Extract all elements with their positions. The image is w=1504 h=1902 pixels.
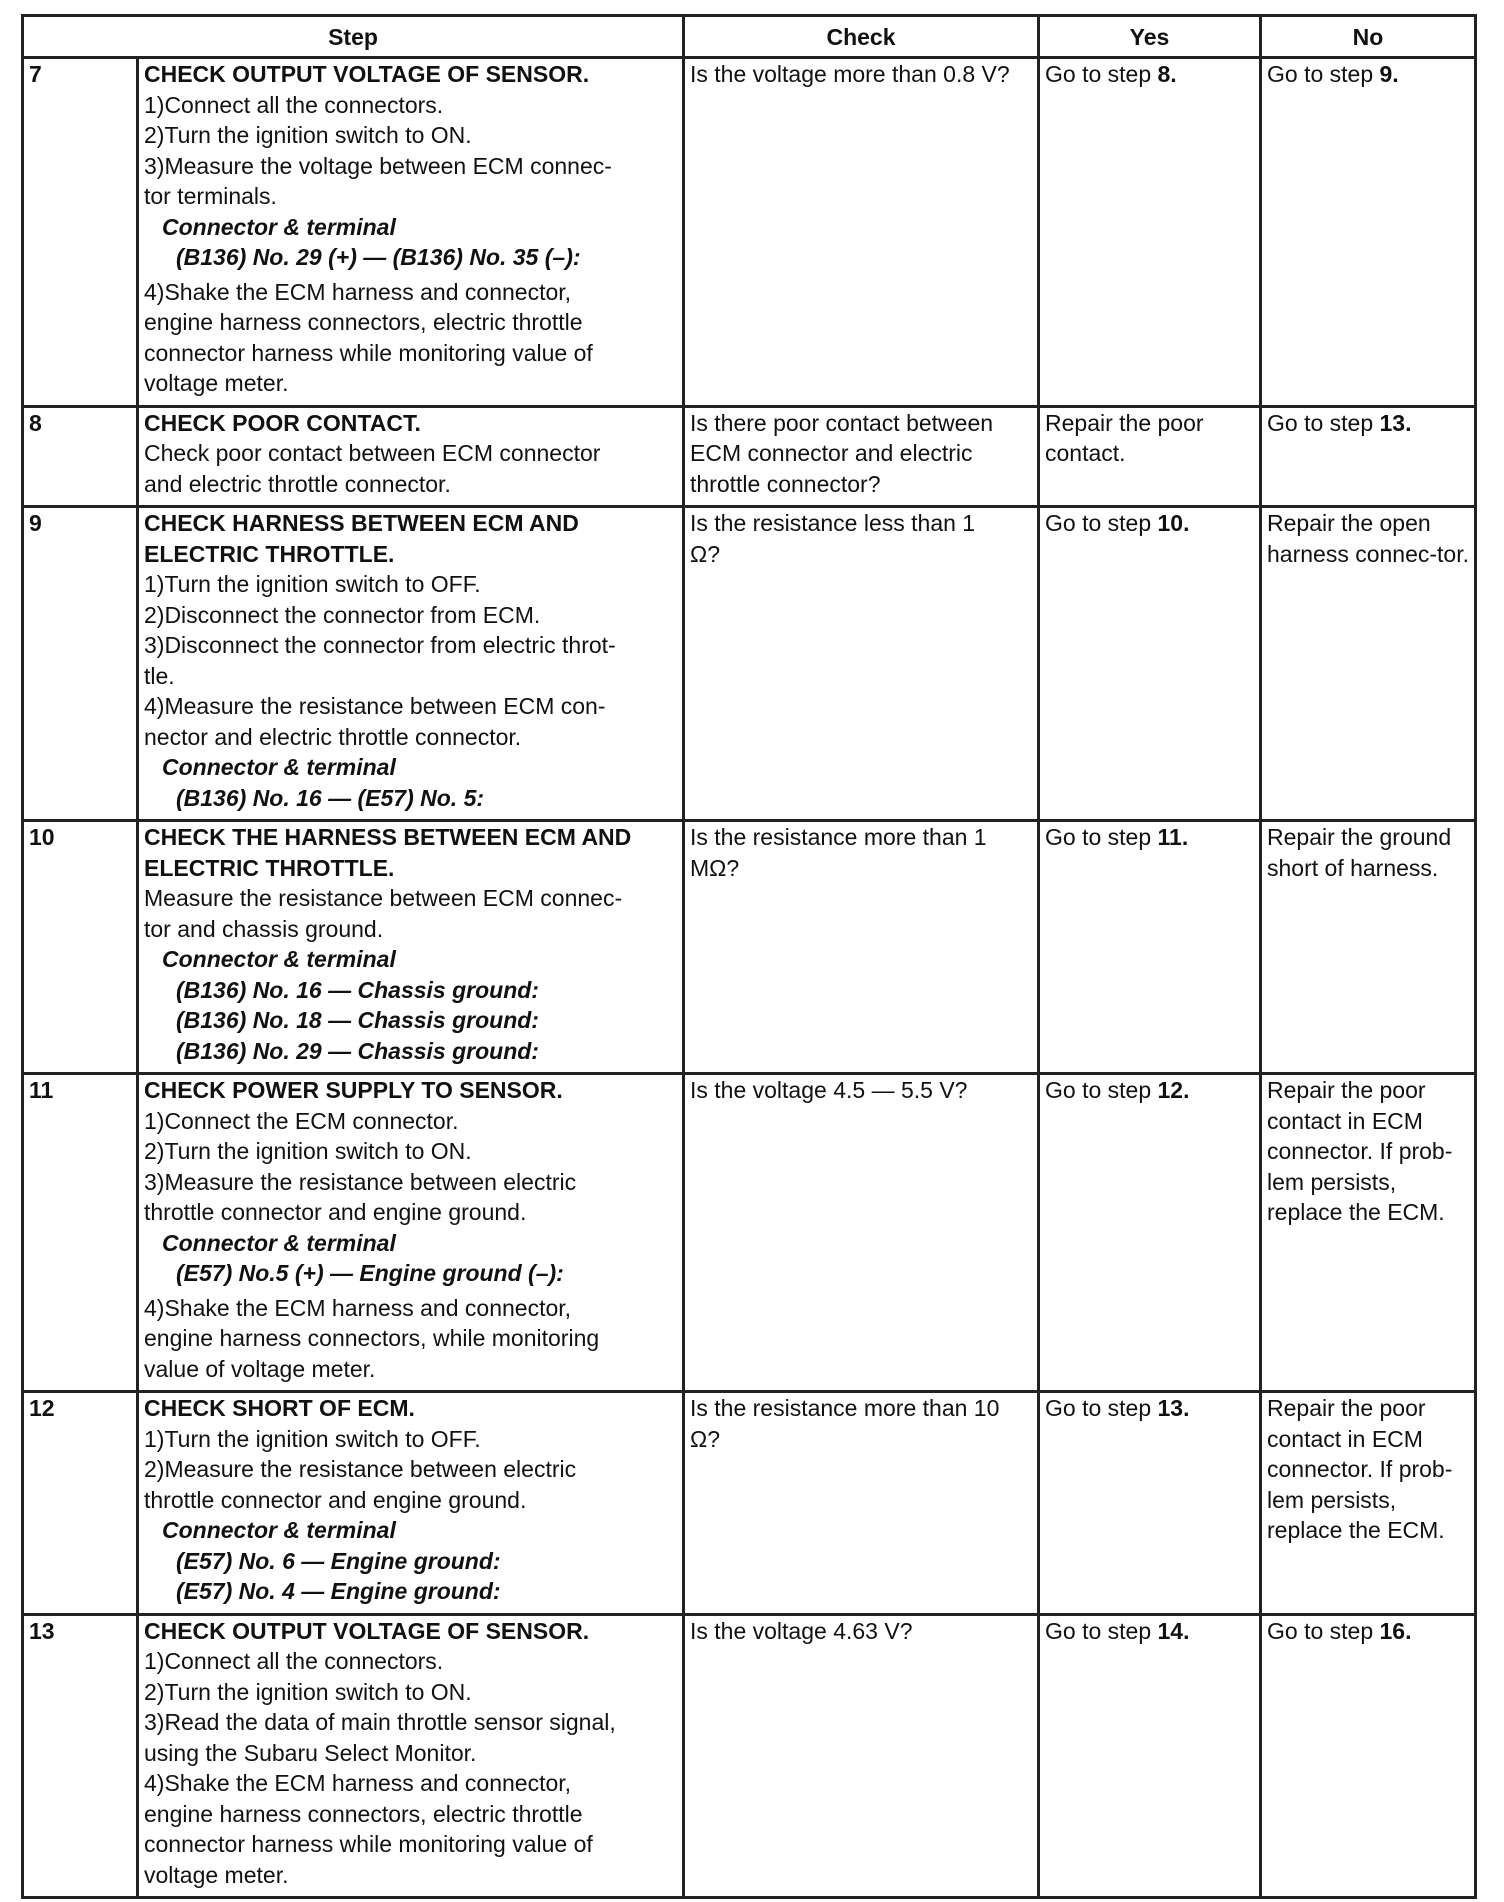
connector-terminal: (B136) No. 18 — Chassis ground: bbox=[176, 1007, 539, 1033]
step-title: CHECK OUTPUT VOLTAGE OF SENSOR. bbox=[144, 61, 590, 87]
step-title: CHECK HARNESS BETWEEN ECM AND ELECTRIC THROTTLE. bbox=[144, 510, 579, 567]
step-line: tor terminals. bbox=[144, 183, 277, 209]
check-line: Ω? bbox=[690, 1425, 720, 1452]
check-question bbox=[684, 1074, 1039, 1392]
connector-label: Connector & terminal bbox=[162, 1517, 396, 1543]
header-row bbox=[23, 16, 1476, 58]
no-step-ref: 9. bbox=[1379, 61, 1399, 87]
step-number: 13 bbox=[23, 1614, 138, 1898]
no-step-ref: 13. bbox=[1379, 409, 1412, 436]
check-question bbox=[684, 58, 1039, 407]
connector-terminal: (B136) No. 16 — (E57) No. 5: bbox=[176, 784, 485, 811]
connector-terminal: (B136) No. 29 — Chassis ground: bbox=[176, 1037, 539, 1064]
step-line: engine harness connectors, while monitoring bbox=[144, 1325, 600, 1351]
no-action bbox=[1261, 1392, 1476, 1615]
connector-terminal: (E57) No. 4 — Engine ground: bbox=[176, 1578, 501, 1604]
step-description bbox=[138, 507, 684, 821]
step-title: CHECK POOR CONTACT. bbox=[144, 409, 421, 436]
yes-text: Go to step bbox=[1045, 824, 1158, 850]
step-number: 12 bbox=[23, 1392, 138, 1615]
step-line: 1)Turn the ignition switch to OFF. bbox=[144, 571, 481, 597]
diagnostic-table bbox=[21, 14, 1477, 1899]
step-line: 3)Read the data of main throttle sensor signal, bbox=[144, 1709, 616, 1735]
step-row-13 bbox=[23, 1614, 1476, 1898]
check-line: throttle connector? bbox=[690, 470, 881, 497]
connector-terminal: (E57) No.5 (+) — Engine ground (–): bbox=[176, 1260, 564, 1286]
step-row-12 bbox=[23, 1392, 1476, 1615]
check-question bbox=[684, 1392, 1039, 1615]
no-action bbox=[1261, 58, 1476, 407]
step-line: using the Subaru Select Monitor. bbox=[144, 1739, 477, 1766]
step-line: engine harness connectors, electric throttle bbox=[144, 1800, 583, 1827]
step-line: 2)Measure the resistance between electric bbox=[144, 1456, 577, 1482]
step-line: 2)Disconnect the connector from ECM. bbox=[144, 601, 541, 628]
yes-text: Go to step bbox=[1045, 1617, 1158, 1644]
step-line: 2)Turn the ignition switch to ON. bbox=[144, 122, 472, 148]
step-description bbox=[138, 1392, 684, 1615]
connector-label: Connector & terminal bbox=[162, 1229, 396, 1256]
step-line: 2)Turn the ignition switch to ON. bbox=[144, 1138, 472, 1164]
yes-step-ref: 10. bbox=[1157, 510, 1190, 536]
step-number: 10 bbox=[23, 821, 138, 1074]
step-number: 11 bbox=[23, 1074, 138, 1392]
step-line: connector harness while monitoring value of bbox=[144, 1831, 593, 1857]
no-action bbox=[1261, 507, 1476, 821]
check-line: ECM connector and electric bbox=[690, 440, 973, 466]
step-line: tor and chassis ground. bbox=[144, 915, 384, 942]
yes-text: Go to step bbox=[1045, 510, 1158, 536]
check-line: Is the voltage 4.5 — 5.5 V? bbox=[690, 1077, 968, 1103]
step-line: 1)Connect all the connectors. bbox=[144, 1648, 444, 1674]
no-action bbox=[1261, 1614, 1476, 1898]
yes-step-ref: 11. bbox=[1157, 824, 1189, 850]
check-question bbox=[684, 406, 1039, 507]
no-text: Repair the poor contact in ECM connector. If prob-lem persists, replace the ECM. bbox=[1267, 1395, 1453, 1543]
header-yes: Yes bbox=[1039, 16, 1261, 58]
yes-action bbox=[1039, 507, 1261, 821]
connector-label: Connector & terminal bbox=[162, 213, 396, 240]
step-line: throttle connector and engine ground. bbox=[144, 1199, 527, 1225]
step-row-9 bbox=[23, 507, 1476, 821]
check-line: Is there poor contact between bbox=[690, 409, 994, 436]
step-title: CHECK POWER SUPPLY TO SENSOR. bbox=[144, 1077, 563, 1103]
yes-action bbox=[1039, 1074, 1261, 1392]
step-description bbox=[138, 406, 684, 507]
header-step: Step bbox=[23, 16, 684, 58]
no-text: Repair the poor contact in ECM connector. If prob-lem persists, replace the ECM. bbox=[1267, 1077, 1453, 1225]
no-text: Go to step bbox=[1267, 1617, 1380, 1644]
step-line: value of voltage meter. bbox=[144, 1355, 376, 1382]
step-description bbox=[138, 821, 684, 1074]
step-line: 4)Shake the ECM harness and connector, bbox=[144, 1770, 572, 1796]
step-line: 4)Shake the ECM harness and connector, bbox=[144, 1294, 572, 1321]
connector-label: Connector & terminal bbox=[162, 754, 396, 780]
step-line: Measure the resistance between ECM connec- bbox=[144, 885, 623, 911]
check-line: Is the resistance more than 1 bbox=[690, 824, 987, 850]
yes-step-ref: 12. bbox=[1157, 1077, 1190, 1103]
no-action bbox=[1261, 821, 1476, 1074]
step-line: 1)Connect all the connectors. bbox=[144, 91, 444, 118]
step-number: 8 bbox=[23, 406, 138, 507]
step-description bbox=[138, 1074, 684, 1392]
yes-action bbox=[1039, 821, 1261, 1074]
yes-text: Repair the poor contact. bbox=[1045, 409, 1204, 466]
yes-action bbox=[1039, 1392, 1261, 1615]
step-line: voltage meter. bbox=[144, 370, 289, 396]
step-description bbox=[138, 58, 684, 407]
step-row-11 bbox=[23, 1074, 1476, 1392]
yes-text: Go to step bbox=[1045, 1395, 1158, 1421]
no-text: Repair the ground short of harness. bbox=[1267, 824, 1452, 881]
step-line: 3)Disconnect the connector from electric throt- bbox=[144, 632, 616, 658]
connector-label: Connector & terminal bbox=[162, 946, 396, 972]
yes-text: Go to step bbox=[1045, 1077, 1158, 1103]
header-check: Check bbox=[684, 16, 1039, 58]
yes-step-ref: 8. bbox=[1157, 61, 1177, 87]
connector-terminal: (B136) No. 29 (+) — (B136) No. 35 (–): bbox=[176, 244, 581, 270]
check-line: Is the voltage 4.63 V? bbox=[690, 1617, 913, 1644]
yes-step-ref: 13. bbox=[1157, 1395, 1190, 1421]
step-row-8 bbox=[23, 406, 1476, 507]
step-line: voltage meter. bbox=[144, 1861, 289, 1888]
check-question bbox=[684, 1614, 1039, 1898]
step-line: connector harness while monitoring value of bbox=[144, 339, 593, 366]
step-line: Check poor contact between ECM connector bbox=[144, 440, 601, 466]
connector-terminal: (B136) No. 16 — Chassis ground: bbox=[176, 976, 539, 1003]
check-question bbox=[684, 507, 1039, 821]
yes-step-ref: 14. bbox=[1157, 1617, 1190, 1644]
step-line: and electric throttle connector. bbox=[144, 470, 451, 497]
step-number: 7 bbox=[23, 58, 138, 407]
step-line: throttle connector and engine ground. bbox=[144, 1486, 527, 1513]
step-row-10 bbox=[23, 821, 1476, 1074]
step-title: CHECK THE HARNESS BETWEEN ECM AND ELECTRIC THROTTLE. bbox=[144, 824, 632, 881]
step-number: 9 bbox=[23, 507, 138, 821]
no-text: Go to step bbox=[1267, 409, 1380, 436]
no-text: Go to step bbox=[1267, 61, 1380, 87]
check-line: Is the resistance less than 1 bbox=[690, 510, 976, 536]
step-line: nector and electric throttle connector. bbox=[144, 723, 522, 750]
no-text: Repair the open harness connec-tor. bbox=[1267, 510, 1470, 567]
header-no: No bbox=[1261, 16, 1476, 58]
no-action bbox=[1261, 406, 1476, 507]
step-description bbox=[138, 1614, 684, 1898]
table-body bbox=[23, 58, 1476, 1898]
step-line: 3)Measure the voltage between ECM connec- bbox=[144, 152, 612, 179]
connector-terminal: (E57) No. 6 — Engine ground: bbox=[176, 1547, 501, 1574]
step-line: engine harness connectors, electric throttle bbox=[144, 309, 583, 335]
step-line: 4)Shake the ECM harness and connector, bbox=[144, 278, 572, 305]
step-title: CHECK SHORT OF ECM. bbox=[144, 1395, 415, 1421]
check-line: Ω? bbox=[690, 540, 720, 567]
check-line: MΩ? bbox=[690, 854, 740, 881]
step-line: 4)Measure the resistance between ECM con- bbox=[144, 693, 606, 719]
yes-text: Go to step bbox=[1045, 61, 1158, 87]
step-line: 3)Measure the resistance between electric bbox=[144, 1168, 577, 1195]
step-line: 1)Connect the ECM connector. bbox=[144, 1107, 459, 1134]
step-line: tle. bbox=[144, 662, 175, 689]
step-title: CHECK OUTPUT VOLTAGE OF SENSOR. bbox=[144, 1617, 590, 1644]
check-question bbox=[684, 821, 1039, 1074]
check-line: Is the voltage more than 0.8 V? bbox=[690, 61, 1010, 87]
yes-action bbox=[1039, 1614, 1261, 1898]
step-line: 1)Turn the ignition switch to OFF. bbox=[144, 1425, 481, 1452]
step-line: 2)Turn the ignition switch to ON. bbox=[144, 1678, 472, 1705]
no-step-ref: 16. bbox=[1379, 1617, 1412, 1644]
check-line: Is the resistance more than 10 bbox=[690, 1395, 1000, 1421]
yes-action bbox=[1039, 58, 1261, 407]
yes-action bbox=[1039, 406, 1261, 507]
no-action bbox=[1261, 1074, 1476, 1392]
step-row-7 bbox=[23, 58, 1476, 407]
